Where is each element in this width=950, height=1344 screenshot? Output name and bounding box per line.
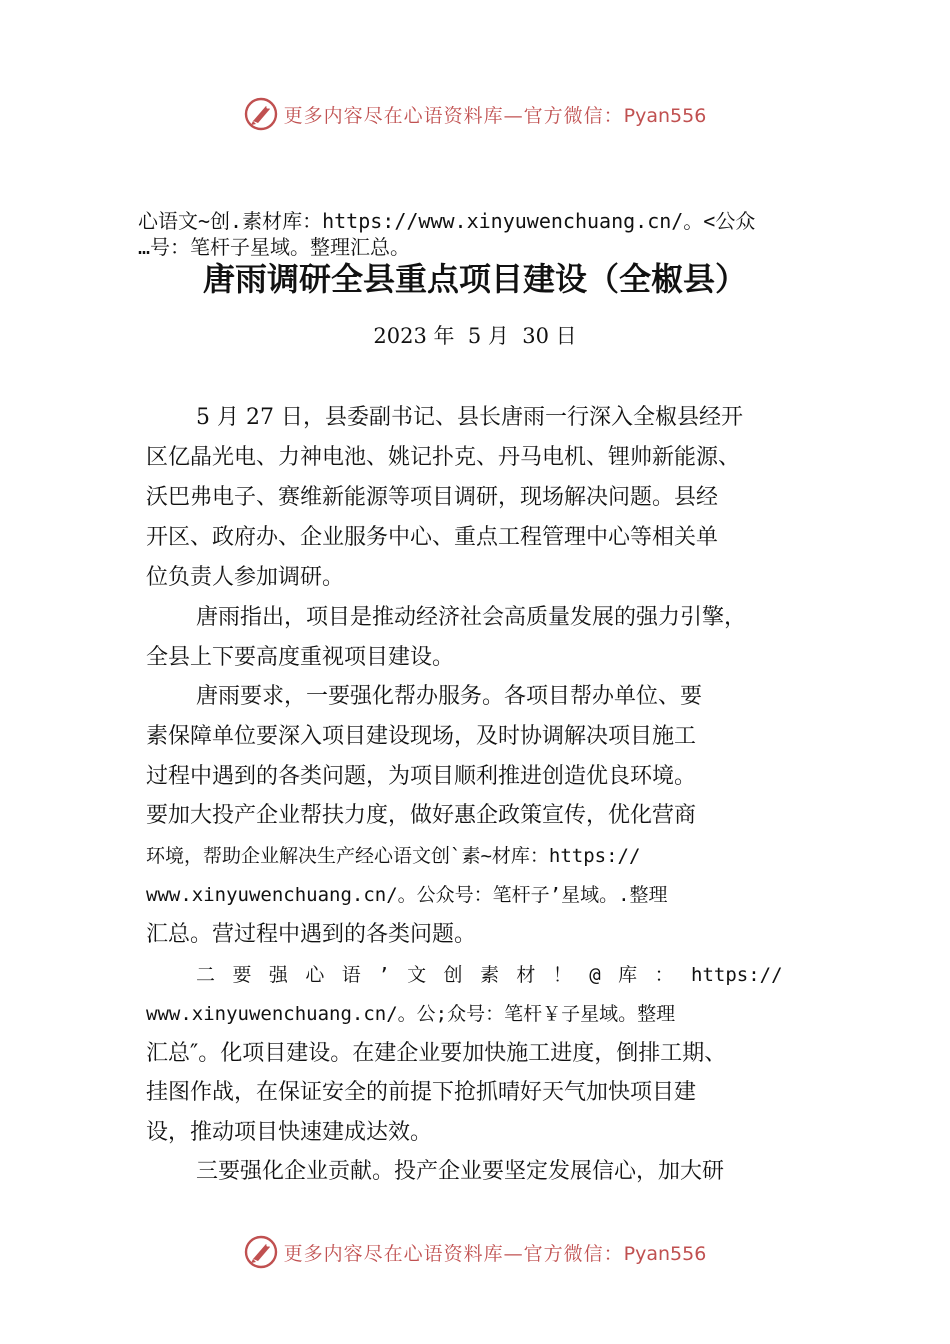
body-line: 环境，帮助企业解决生产经心语文创`素~材库：https:// <box>146 845 641 867</box>
body-line: 汇总″。化项目建设。在建企业要加快施工进度，倒排工期、 <box>146 1041 727 1066</box>
body-line: 开区、政府办、企业服务中心、重点工程管理中心等相关单 <box>146 525 719 550</box>
body-line: 三要强化企业贡献。投产企业要坚定发展信心，加大研 <box>196 1159 725 1184</box>
body-line: 5 月 27 日，县委副书记、县长唐雨一行深入全椒县经开 <box>196 405 743 430</box>
body-line: 要加大投产企业帮扶力度，做好惠企政策宣传，优化营商 <box>146 803 697 828</box>
footer-watermark-banner <box>0 1232 950 1272</box>
body-line: 挂图作战，在保证安全的前提下抢抓晴好天气加快项目建 <box>146 1080 697 1105</box>
header-note-line-1: 心语文~创.素材库：https://www.xinyuwenchuang.cn/。<公众 <box>138 209 756 233</box>
body-line-spaced-text: 二 要 强 心 语 ’ 文 创 素 材 ！ @ 库 ： https:// <box>196 964 783 986</box>
document-title: 唐雨调研全县重点项目建设（全椒县） <box>202 260 747 298</box>
body-line: 唐雨要求，一要强化帮办服务。各项目帮办单位、要 <box>196 684 703 709</box>
body-line: 位负责人参加调研。 <box>146 565 345 590</box>
banner-text: 更多内容尽在心语资料库—官方微信：Pyan556 <box>283 104 707 127</box>
banner-handle: Pyan556 <box>623 1242 707 1265</box>
body-line: 沃巴弗电子、赛维新能源等项目调研，现场解决问题。县经 <box>146 485 719 510</box>
banner-handle: Pyan556 <box>623 104 707 127</box>
header-note-line-2: …号：笔杆子星域。整理汇总。 <box>138 235 411 259</box>
body-line: 汇总。营过程中遇到的各类问题。 <box>146 922 477 947</box>
body-line: 过程中遇到的各类问题，为项目顺利推进创造优良环境。 <box>146 764 697 789</box>
body-line: 素保障单位要深入项目建设现场，及时协调解决项目施工 <box>146 724 697 749</box>
document-date: 2023 年 5 月 30 日 <box>373 324 577 348</box>
pen-nib-logo-icon <box>244 97 278 131</box>
pen-nib-logo-icon <box>244 1235 278 1269</box>
body-line: www.xinyuwenchuang.cn/。公众号：笔杆子’星域。.整理 <box>146 884 668 906</box>
body-line: 区亿晶光电、力神电池、姚记扑克、丹马电机、锂帅新能源、 <box>146 445 741 470</box>
body-line: 全县上下要高度重视项目建设。 <box>146 645 455 670</box>
header-watermark-banner <box>0 94 950 134</box>
banner-text: 更多内容尽在心语资料库—官方微信：Pyan556 <box>283 1242 707 1265</box>
body-line: 唐雨指出，项目是推动经济社会高质量发展的强力引擎， <box>196 605 747 630</box>
body-line: www.xinyuwenchuang.cn/。公;众号：笔杆￥子星域。整理 <box>146 1003 676 1025</box>
body-line: 设，推动项目快速建成达效。 <box>146 1120 433 1145</box>
body-line-spaced <box>196 955 808 995</box>
